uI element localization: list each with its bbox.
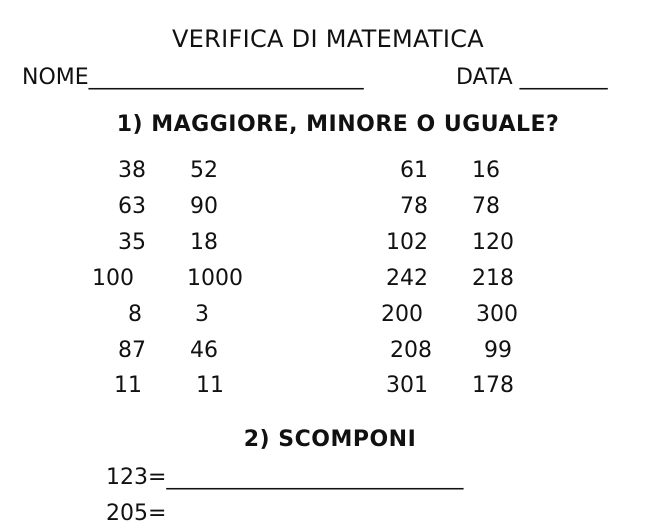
left-pair-2-b: 90 <box>190 194 218 219</box>
left-pair-5-a: 8 <box>128 302 142 327</box>
right-pair-2-a: 78 <box>400 194 428 219</box>
right-pair-1-b: 16 <box>472 158 500 183</box>
right-pair-7-b: 178 <box>472 373 514 398</box>
decompose-item-2: 205= <box>106 501 167 526</box>
left-pair-7-b: 11 <box>196 373 224 398</box>
left-pair-4-b: 1000 <box>187 266 243 291</box>
right-pair-3-b: 120 <box>472 230 514 255</box>
left-pair-6-a: 87 <box>118 338 146 363</box>
right-pair-4-b: 218 <box>472 266 514 291</box>
date-field-line: DATA ________ <box>456 65 608 90</box>
right-pair-5-a: 200 <box>381 302 423 327</box>
left-pair-1-a: 38 <box>118 158 146 183</box>
left-pair-3-b: 18 <box>190 230 218 255</box>
right-pair-1-a: 61 <box>400 158 428 183</box>
right-pair-4-a: 242 <box>386 266 428 291</box>
left-pair-3-a: 35 <box>118 230 146 255</box>
right-pair-2-b: 78 <box>472 194 500 219</box>
decompose-item-1: 123=___________________________ <box>106 465 464 490</box>
section-1-title: 1) MAGGIORE, MINORE O UGUALE? <box>116 112 560 137</box>
right-pair-6-b: 99 <box>484 338 512 363</box>
left-pair-7-a: 11 <box>114 373 142 398</box>
left-pair-1-b: 52 <box>190 158 218 183</box>
name-field-line: NOME_________________________ <box>22 65 364 90</box>
left-pair-6-b: 46 <box>190 338 218 363</box>
right-pair-7-a: 301 <box>386 373 428 398</box>
worksheet-title: VERIFICA DI MATEMATICA <box>171 25 485 53</box>
left-pair-4-a: 100 <box>92 266 134 291</box>
right-pair-5-b: 300 <box>476 302 518 327</box>
left-pair-5-b: 3 <box>195 302 209 327</box>
left-pair-2-a: 63 <box>118 194 146 219</box>
right-pair-3-a: 102 <box>386 230 428 255</box>
right-pair-6-a: 208 <box>390 338 432 363</box>
section-2-title: 2) SCOMPONI <box>243 427 417 452</box>
